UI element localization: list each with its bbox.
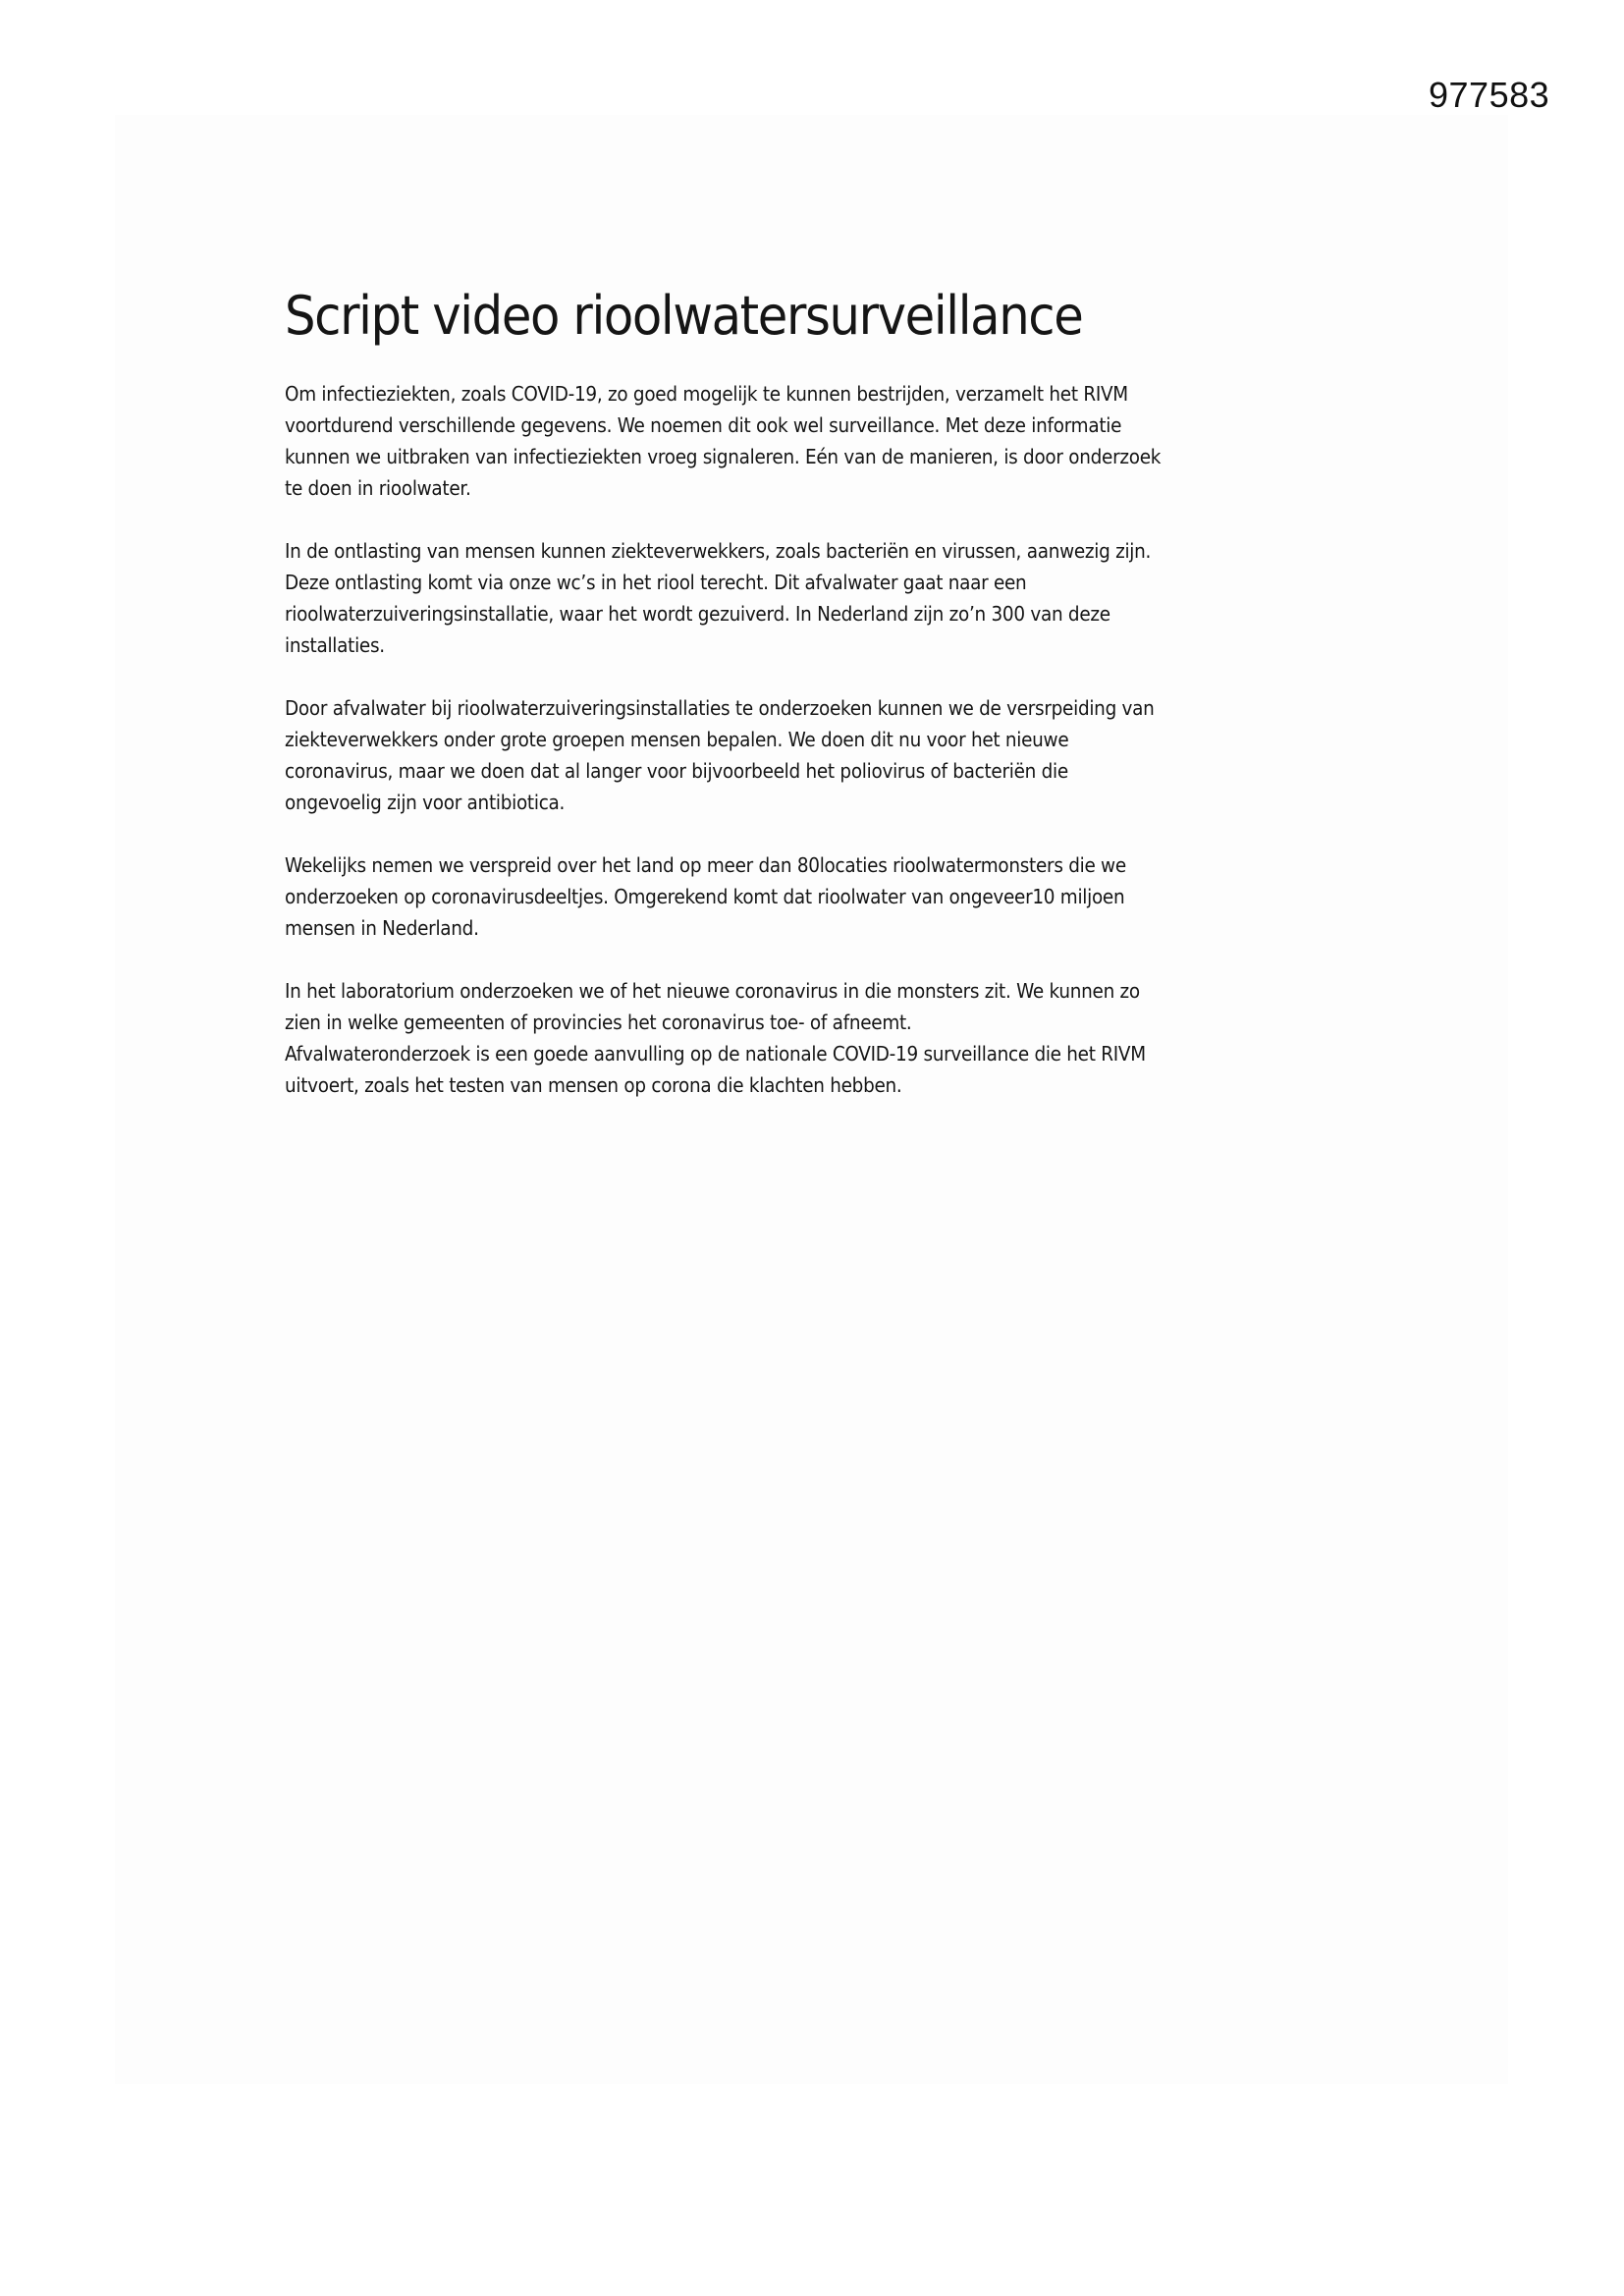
paragraph-intro [285,378,1355,504]
text-line: installaties. [285,633,385,658]
document-body [285,287,1355,1132]
text-line: uitvoert, zoals het testen van mensen op corona die klachten hebben. [285,1073,902,1098]
text-line: Wekelijks nemen we verspreid over het land op meer dan 80locaties rioolwatermonsters die we [285,853,1126,878]
text-line: coronavirus, maar we doen dat al langer voor bijvoorbeeld het poliovirus of bacteriën die [285,759,1068,784]
document-id-stamp: 977583 [1429,75,1550,115]
text-line: ongevoelig zijn voor antibiotica. [285,791,566,815]
paragraph-ontlasting [285,535,1355,661]
text-line: onderzoeken op coronavirusdeeltjes. Omgerekend komt dat rioolwater van ongeveer10 miljoen [285,885,1125,909]
text-line: te doen in rioolwater. [285,476,471,501]
text-line: Deze ontlasting komt via onze wc’s in het riool terecht. Dit afvalwater gaat naar een [285,571,1027,595]
text-line: voortdurend verschillende gegevens. We noemen dit ook wel surveillance. Met deze informatie [285,413,1122,438]
paragraph-laboratorium [285,975,1355,1101]
paragraph-wekelijks [285,849,1355,944]
text-line: ziekteverwekkers onder grote groepen mensen bepalen. We doen dit nu voor het nieuwe [285,728,1069,752]
text-line: kunnen we uitbraken van infectieziekten vroeg signaleren. Eén van de manieren, is door onderzoek [285,445,1162,469]
text-line: Om infectieziekten, zoals COVID-19, zo goed mogelijk te kunnen bestrijden, verzamelt het RIVM [285,382,1128,407]
text-line: Door afvalwater bij rioolwaterzuiveringsinstallaties te onderzoeken kunnen we de versrpeiding van [285,696,1155,721]
text-line: In de ontlasting van mensen kunnen ziekteverwekkers, zoals bacteriën en virussen, aanwezig zijn. [285,539,1152,564]
document-title: Script video rioolwatersurveillance [285,285,1083,347]
text-line: Afvalwateronderzoek is een goede aanvulling op de nationale COVID-19 surveillance die het RIVM [285,1042,1146,1066]
text-line: zien in welke gemeenten of provincies het coronavirus toe- of afneemt. [285,1011,912,1035]
text-line: In het laboratorium onderzoeken we of het nieuwe coronavirus in die monsters zit. We kunnen zo [285,979,1140,1004]
text-line: mensen in Nederland. [285,916,479,941]
text-line: rioolwaterzuiveringsinstallatie, waar het wordt gezuiverd. In Nederland zijn zo’n 300 van deze [285,602,1110,627]
paragraph-afvalwater [285,692,1355,818]
